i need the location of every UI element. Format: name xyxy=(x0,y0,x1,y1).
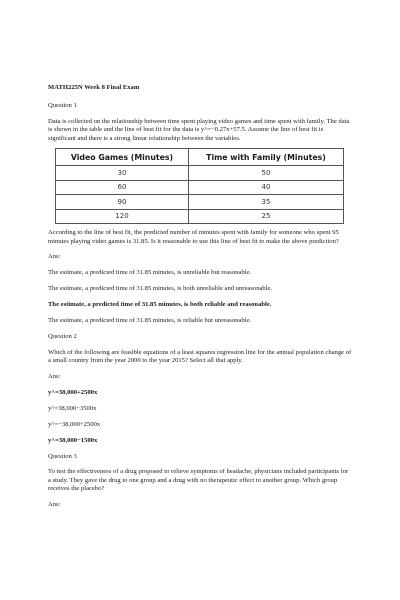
question-1-answer-label: Ans: xyxy=(48,253,61,260)
table-cell: 50 xyxy=(188,166,343,181)
table-cell: 25 xyxy=(188,209,343,224)
table-row xyxy=(56,166,344,181)
table-row xyxy=(56,195,344,210)
table-cell: 60 xyxy=(56,180,189,195)
question-3-prompt: To test the effectiveness of a drug proposed to relieve symptoms of headache, physicians included participants for a study. They gave the drug to one group and a drug with no therapeutic effect to another group. Which group receives the placebo? xyxy=(48,468,349,492)
question-2-option-1-correct: y^=38,000+2500x xyxy=(48,388,98,396)
question-2-label: Question 2 xyxy=(48,333,77,340)
table-cell: 120 xyxy=(56,209,189,224)
table-cell: 90 xyxy=(56,195,189,210)
table-cell: 30 xyxy=(56,166,189,181)
question-1-prompt: According to the line of best fit, the predicted number of minutes spent with family for someone who spent 95 minutes playing video games is 31.85. Is it reasonable to use this line of best fit to make the above prediction? xyxy=(48,229,339,245)
question-3-answer-label: Ans: xyxy=(48,500,61,508)
table-cell: 35 xyxy=(188,195,343,210)
data-table xyxy=(55,148,344,224)
table-cell: 40 xyxy=(188,180,343,195)
question-1-intro: Data is collected on the relationship between time spent playing video games and time spent with family. The data is shown in the table and the line of best fit for the data is y^=−0.27x+57.5. Assume the line of best fit is significant and there is a strong linear relationship between the variables. xyxy=(48,117,350,142)
table-header-video-games: Video Games (Minutes) xyxy=(56,149,189,166)
table-row xyxy=(56,209,344,224)
question-3-label: Question 3 xyxy=(48,452,77,460)
question-1-option-4: The estimate, a predicted time of 31.85 minutes, is reliable but unreasonable. xyxy=(48,317,252,324)
question-1-option-2: The estimate, a predicted time of 31.85 minutes, is both unreliable and unreasonable. xyxy=(48,285,273,292)
question-2-answer-label: Ans: xyxy=(48,372,61,380)
question-2-prompt: Which of the following are feasible equations of a least squares regression line for the annual population change of a small country from the year 2000 to the year 2015? Select all that apply. xyxy=(48,348,352,364)
question-2-option-3: y^=−38,000+2500x xyxy=(48,420,101,428)
question-2-option-2: y^=38,000−3500x xyxy=(48,404,97,412)
question-1-option-3-correct: The estimate, a predicted time of 31.85 minutes, is both reliable and reasonable. xyxy=(48,301,272,308)
question-1-option-1: The estimate, a predicted time of 31.85 minutes, is unreliable but reasonable. xyxy=(48,269,252,276)
document-title: MATH225N Week 8 Final Exam xyxy=(48,84,140,91)
table-row xyxy=(56,180,344,195)
question-2-option-4-correct: y^=38,000−1500x xyxy=(48,436,98,444)
table-header-family-time: Time with Family (Minutes) xyxy=(188,149,343,166)
question-1-label: Question 1 xyxy=(48,102,77,109)
